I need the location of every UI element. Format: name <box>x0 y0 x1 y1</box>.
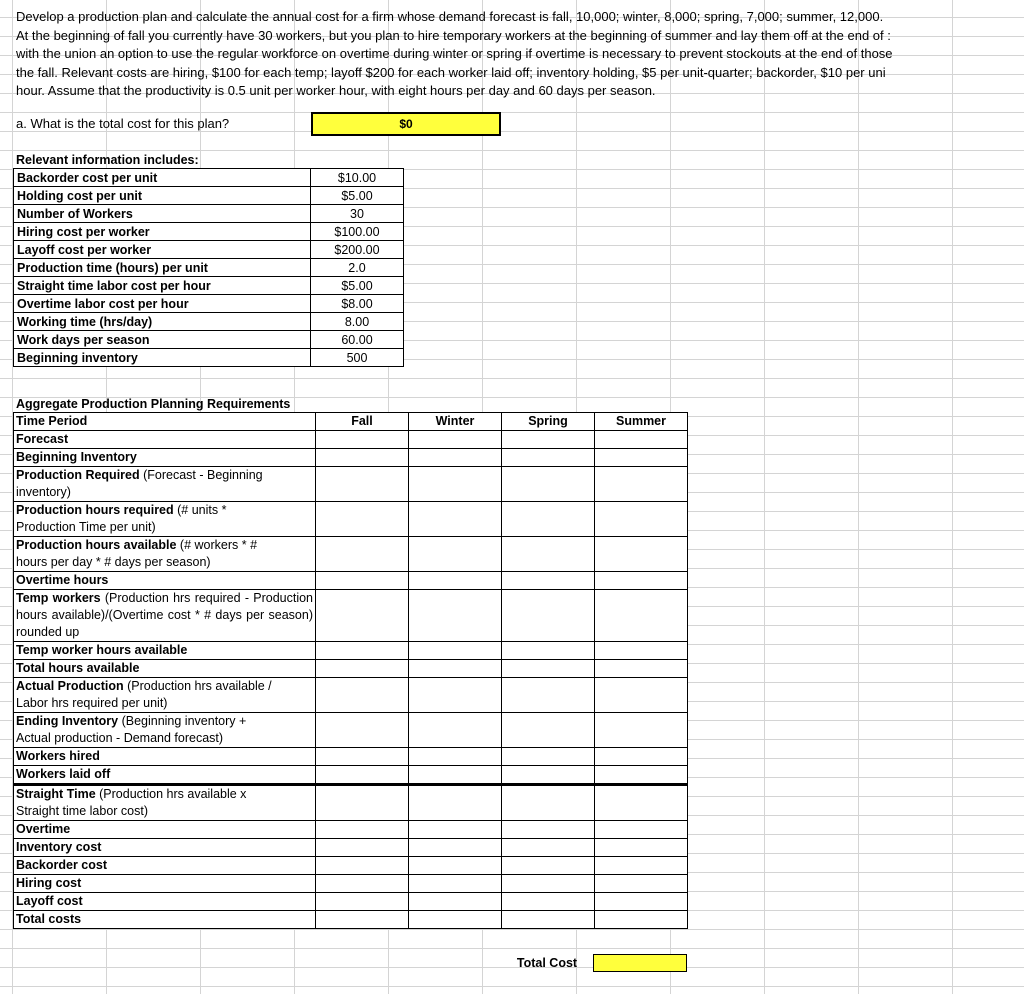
row-label-hiring-cost: Hiring cost <box>14 875 316 893</box>
data-cell[interactable] <box>502 590 595 642</box>
info-row <box>14 205 404 223</box>
info-label: Overtime labor cost per hour <box>14 295 311 313</box>
data-cell[interactable] <box>502 821 595 839</box>
info-value-cell[interactable]: 8.00 <box>311 313 404 331</box>
row-label-backorder-cost: Backorder cost <box>14 857 316 875</box>
data-cell[interactable] <box>595 893 688 911</box>
row-label-temp-workers: Temp workers (Production hrs required - Production hours available)/(Overtime cost * # days per season) rounded up <box>14 590 316 642</box>
table-row <box>14 449 688 467</box>
table-row <box>14 642 688 660</box>
data-cell[interactable] <box>595 660 688 678</box>
data-cell[interactable] <box>409 875 502 893</box>
answer-cell[interactable]: $0 <box>311 112 501 136</box>
info-label: Hiring cost per worker <box>14 223 311 241</box>
data-cell[interactable] <box>316 449 409 467</box>
row-label-temp-worker-hours: Temp worker hours available <box>14 642 316 660</box>
relevant-info-table <box>13 168 404 367</box>
table-row <box>14 911 688 929</box>
data-cell[interactable] <box>316 911 409 929</box>
data-cell[interactable] <box>595 590 688 642</box>
data-cell[interactable] <box>409 893 502 911</box>
info-row <box>14 295 404 313</box>
data-cell[interactable] <box>502 660 595 678</box>
data-cell[interactable] <box>409 857 502 875</box>
table-row <box>14 572 688 590</box>
data-cell[interactable] <box>502 713 595 748</box>
header-row <box>14 413 688 431</box>
table-row <box>14 839 688 857</box>
data-cell[interactable] <box>316 821 409 839</box>
table-row <box>14 766 688 785</box>
data-cell[interactable] <box>595 875 688 893</box>
data-cell[interactable] <box>595 911 688 929</box>
season-header-summer: Summer <box>595 413 688 431</box>
problem-line: Develop a production plan and calculate the annual cost for a firm whose demand forecast is fall, 10,000; winter, 8,000; spring, 7,000; summer, 12,000. <box>16 9 884 24</box>
info-label: Work days per season <box>14 331 311 349</box>
data-cell[interactable] <box>595 713 688 748</box>
data-cell[interactable] <box>502 642 595 660</box>
data-cell[interactable] <box>316 839 409 857</box>
data-cell[interactable] <box>502 748 595 766</box>
table-row <box>14 785 688 821</box>
info-value-cell[interactable]: $5.00 <box>311 187 404 205</box>
data-cell[interactable] <box>316 678 409 713</box>
row-label-straight-time: Straight Time (Production hrs available x Straight time labor cost) <box>14 785 316 821</box>
data-cell[interactable] <box>595 748 688 766</box>
row-label-production-hours-available: Production hours available (# workers * # hours per day * # days per season) <box>14 537 316 572</box>
info-row <box>14 331 404 349</box>
data-cell[interactable] <box>409 642 502 660</box>
data-cell[interactable] <box>409 590 502 642</box>
total-cost-cell[interactable] <box>593 954 687 972</box>
info-row <box>14 223 404 241</box>
season-header-spring: Spring <box>502 413 595 431</box>
row-label-forecast: Forecast <box>14 431 316 449</box>
data-cell[interactable] <box>502 839 595 857</box>
problem-line: hour. Assume that the productivity is 0.5 unit per worker hour, with eight hours per day and 60 days per season. <box>16 83 656 98</box>
data-cell[interactable] <box>316 875 409 893</box>
data-cell[interactable] <box>595 572 688 590</box>
data-cell[interactable] <box>316 785 409 821</box>
info-label: Straight time labor cost per hour <box>14 277 311 295</box>
problem-line: with the union an option to use the regular workforce on overtime during winter or spring if overtime is necessary to prevent stockouts at the end of those <box>16 46 893 61</box>
info-row <box>14 349 404 367</box>
relevant-info-header: Relevant information includes: <box>16 153 199 167</box>
table-row <box>14 537 688 572</box>
data-cell[interactable] <box>409 572 502 590</box>
info-value-cell[interactable]: $100.00 <box>311 223 404 241</box>
row-label-layoff-cost: Layoff cost <box>14 893 316 911</box>
data-cell[interactable] <box>502 911 595 929</box>
info-row <box>14 169 404 187</box>
info-label: Working time (hrs/day) <box>14 313 311 331</box>
row-label-workers-laid-off: Workers laid off <box>14 766 316 785</box>
info-label: Backorder cost per unit <box>14 169 311 187</box>
problem-statement <box>16 8 1024 101</box>
row-label-inventory-cost: Inventory cost <box>14 839 316 857</box>
data-cell[interactable] <box>316 766 409 785</box>
info-value-cell[interactable]: 60.00 <box>311 331 404 349</box>
data-cell[interactable] <box>595 785 688 821</box>
data-cell[interactable] <box>409 748 502 766</box>
data-cell[interactable] <box>502 431 595 449</box>
data-cell[interactable] <box>595 857 688 875</box>
row-label-overtime: Overtime <box>14 821 316 839</box>
row-label-production-required: Production Required (Forecast - Beginning inventory) <box>14 467 316 502</box>
data-cell[interactable] <box>409 785 502 821</box>
info-value-cell[interactable]: $5.00 <box>311 277 404 295</box>
total-cost-label: Total Cost <box>516 956 578 970</box>
data-cell[interactable] <box>502 766 595 785</box>
data-cell[interactable] <box>316 748 409 766</box>
data-cell[interactable] <box>502 467 595 502</box>
info-value-cell[interactable]: $8.00 <box>311 295 404 313</box>
data-cell[interactable] <box>316 431 409 449</box>
data-cell[interactable] <box>595 502 688 537</box>
data-cell[interactable] <box>409 449 502 467</box>
row-label-ending-inventory: Ending Inventory (Beginning inventory + Actual production - Demand forecast) <box>14 713 316 748</box>
data-cell[interactable] <box>502 537 595 572</box>
row-label-total-costs: Total costs <box>14 911 316 929</box>
data-cell[interactable] <box>316 660 409 678</box>
info-row <box>14 187 404 205</box>
data-cell[interactable] <box>316 590 409 642</box>
table-row <box>14 678 688 713</box>
problem-line: the fall. Relevant costs are hiring, $100 for each temp; layoff $200 for each worker laid off; inventory holding, $5 per unit-quarter; backorder, $10 per uni <box>16 64 886 80</box>
data-cell[interactable] <box>595 449 688 467</box>
info-value-cell[interactable]: 500 <box>311 349 404 367</box>
row-label-total-hours: Total hours available <box>14 660 316 678</box>
data-cell[interactable] <box>409 713 502 748</box>
data-cell[interactable] <box>595 839 688 857</box>
aggregate-table <box>13 412 688 929</box>
data-cell[interactable] <box>409 467 502 502</box>
problem-line: At the beginning of fall you currently have 30 workers, but you plan to hire temporary workers at the beginning of summer and lay them off at the end of : <box>16 27 891 43</box>
data-cell[interactable] <box>595 821 688 839</box>
aggregate-header: Aggregate Production Planning Requirements <box>16 397 291 411</box>
data-cell[interactable] <box>595 467 688 502</box>
data-cell[interactable] <box>409 821 502 839</box>
data-cell[interactable] <box>316 893 409 911</box>
table-row <box>14 748 688 766</box>
table-row <box>14 467 688 502</box>
data-cell[interactable] <box>409 911 502 929</box>
info-row <box>14 259 404 277</box>
info-label: Production time (hours) per unit <box>14 259 311 277</box>
info-label: Layoff cost per worker <box>14 241 311 259</box>
row-label-production-hours-required: Production hours required (# units * Production Time per unit) <box>14 502 316 537</box>
data-cell[interactable] <box>409 537 502 572</box>
question-label: a. What is the total cost for this plan? <box>16 116 230 131</box>
data-cell[interactable] <box>409 678 502 713</box>
data-cell[interactable] <box>502 449 595 467</box>
table-row <box>14 590 688 642</box>
data-cell[interactable] <box>409 431 502 449</box>
info-value-cell[interactable]: 2.0 <box>311 259 404 277</box>
data-cell[interactable] <box>316 857 409 875</box>
table-row <box>14 660 688 678</box>
data-cell[interactable] <box>502 875 595 893</box>
season-header-fall: Fall <box>316 413 409 431</box>
data-cell[interactable] <box>595 678 688 713</box>
info-label: Holding cost per unit <box>14 187 311 205</box>
data-cell[interactable] <box>502 502 595 537</box>
data-cell[interactable] <box>595 537 688 572</box>
row-label-workers-hired: Workers hired <box>14 748 316 766</box>
info-row <box>14 277 404 295</box>
time-period-label: Time Period <box>14 413 316 431</box>
data-cell[interactable] <box>409 502 502 537</box>
data-cell[interactable] <box>595 642 688 660</box>
info-row <box>14 313 404 331</box>
data-cell[interactable] <box>316 713 409 748</box>
info-label: Number of Workers <box>14 205 311 223</box>
row-label-beginning-inventory: Beginning Inventory <box>14 449 316 467</box>
data-cell[interactable] <box>316 572 409 590</box>
data-cell[interactable] <box>316 537 409 572</box>
data-cell[interactable] <box>409 766 502 785</box>
info-value-cell[interactable]: $200.00 <box>311 241 404 259</box>
row-label-overtime-hours: Overtime hours <box>14 572 316 590</box>
info-row <box>14 241 404 259</box>
data-cell[interactable] <box>316 502 409 537</box>
table-row <box>14 502 688 537</box>
data-cell[interactable] <box>409 839 502 857</box>
table-row <box>14 893 688 911</box>
data-cell[interactable] <box>316 642 409 660</box>
data-cell[interactable] <box>316 467 409 502</box>
table-row <box>14 713 688 748</box>
info-label: Beginning inventory <box>14 349 311 367</box>
data-cell[interactable] <box>502 678 595 713</box>
table-row <box>14 875 688 893</box>
row-label-actual-production: Actual Production (Production hrs available / Labor hrs required per unit) <box>14 678 316 713</box>
table-row <box>14 821 688 839</box>
table-row <box>14 431 688 449</box>
table-row <box>14 857 688 875</box>
data-cell[interactable] <box>595 766 688 785</box>
data-cell[interactable] <box>502 785 595 821</box>
season-header-winter: Winter <box>409 413 502 431</box>
data-cell[interactable] <box>502 857 595 875</box>
info-value-cell[interactable]: $10.00 <box>311 169 404 187</box>
data-cell[interactable] <box>595 431 688 449</box>
data-cell[interactable] <box>502 572 595 590</box>
info-value-cell[interactable]: 30 <box>311 205 404 223</box>
data-cell[interactable] <box>409 660 502 678</box>
data-cell[interactable] <box>502 893 595 911</box>
